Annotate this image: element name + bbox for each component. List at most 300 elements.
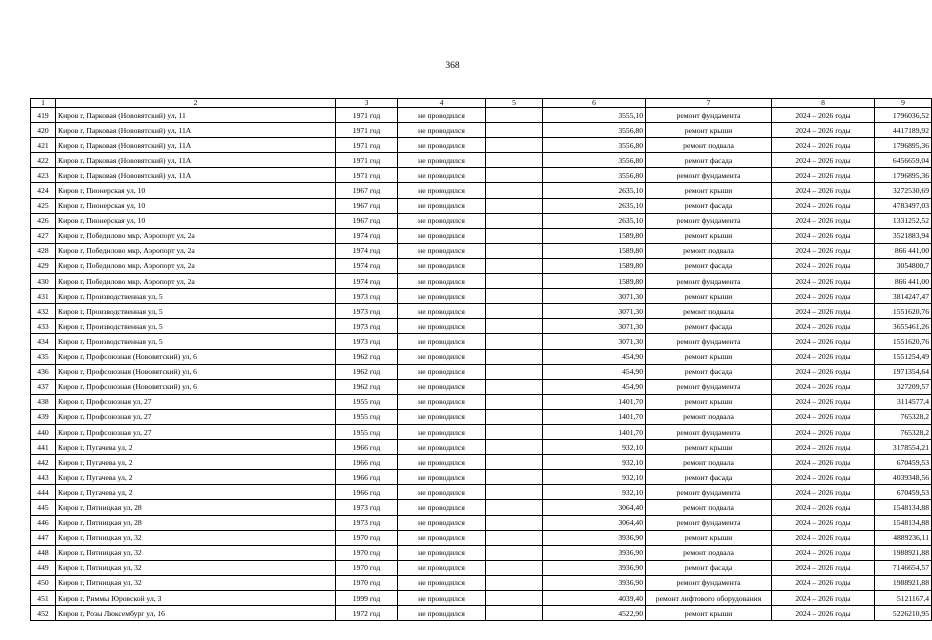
table-row [31,183,932,198]
cell-col-cost: 1796895,36 [875,168,932,183]
table-row [31,394,932,409]
cell-col-5 [486,575,543,590]
cell-col-period: 2024 – 2026 годы [772,591,875,606]
cell-col-area: 3556,80 [543,153,646,168]
cell-col-5 [486,530,543,545]
cell-col-last-repair: не проводился [398,138,486,153]
cell-col-work-type: ремонт фасада [646,364,772,379]
cell-col-last-repair: не проводился [398,123,486,138]
cell-col-period: 2024 – 2026 годы [772,258,875,273]
cell-col-number: 424 [31,183,56,198]
cell-col-area: 3936,90 [543,545,646,560]
cell-col-period: 2024 – 2026 годы [772,108,875,123]
cell-col-build-year: 1974 год [336,258,398,273]
cell-col-address: Киров г, Парковая (Нововятский) ул, 11А [56,168,336,183]
cell-col-build-year: 1966 год [336,485,398,500]
cell-col-5 [486,319,543,334]
cell-col-last-repair: не проводился [398,379,486,394]
cell-col-number: 448 [31,545,56,560]
cell-col-number: 433 [31,319,56,334]
cell-col-5 [486,243,543,258]
cell-col-area: 4039,40 [543,591,646,606]
table-row [31,123,932,138]
cell-col-cost: 3272530,69 [875,183,932,198]
table-row [31,409,932,424]
cell-col-number: 428 [31,243,56,258]
cell-col-work-type: ремонт подвала [646,409,772,424]
cell-col-address: Киров г, Профсоюзная ул, 27 [56,409,336,424]
cell-col-5 [486,213,543,228]
cell-col-cost: 765328,2 [875,424,932,439]
cell-col-number: 432 [31,304,56,319]
table-row [31,530,932,545]
table-row [31,591,932,606]
cell-col-last-repair: не проводился [398,591,486,606]
cell-col-build-year: 1966 год [336,470,398,485]
cell-col-last-repair: не проводился [398,424,486,439]
cell-col-last-repair: не проводился [398,530,486,545]
cell-col-address: Киров г, Пятницкая ул, 32 [56,560,336,575]
table-body [31,108,932,621]
cell-col-address: Киров г, Победилово мкр, Аэропорт ул, 2а [56,258,336,273]
cell-col-number: 447 [31,530,56,545]
cell-col-cost: 4889236,11 [875,530,932,545]
cell-col-period: 2024 – 2026 годы [772,213,875,228]
cell-col-last-repair: не проводился [398,168,486,183]
cell-col-last-repair: не проводился [398,500,486,515]
cell-col-last-repair: не проводился [398,440,486,455]
cell-col-number: 422 [31,153,56,168]
cell-col-number: 435 [31,349,56,364]
cell-col-build-year: 1972 год [336,606,398,621]
header-col-number: 1 [31,99,56,108]
cell-col-area: 932,10 [543,470,646,485]
cell-col-number: 430 [31,274,56,289]
cell-col-area: 1401,70 [543,424,646,439]
table-row [31,424,932,439]
cell-col-5 [486,424,543,439]
cell-col-work-type: ремонт крыши [646,394,772,409]
cell-col-number: 436 [31,364,56,379]
cell-col-build-year: 1999 год [336,591,398,606]
cell-col-work-type: ремонт крыши [646,123,772,138]
cell-col-address: Киров г, Пионерская ул, 10 [56,198,336,213]
cell-col-number: 440 [31,424,56,439]
cell-col-work-type: ремонт подвала [646,243,772,258]
cell-col-build-year: 1970 год [336,545,398,560]
table-row [31,545,932,560]
cell-col-5 [486,198,543,213]
cell-col-5 [486,274,543,289]
cell-col-5 [486,138,543,153]
cell-col-area: 2635,10 [543,183,646,198]
cell-col-last-repair: не проводился [398,334,486,349]
cell-col-area: 3936,90 [543,530,646,545]
cell-col-last-repair: не проводился [398,349,486,364]
table-row [31,304,932,319]
cell-col-last-repair: не проводился [398,304,486,319]
table-row [31,440,932,455]
cell-col-period: 2024 – 2026 годы [772,183,875,198]
table-row [31,349,932,364]
cell-col-area: 1589,80 [543,258,646,273]
cell-col-number: 439 [31,409,56,424]
cell-col-address: Киров г, Победилово мкр, Аэропорт ул, 2а [56,274,336,289]
cell-col-5 [486,108,543,123]
cell-col-cost: 1551620,76 [875,334,932,349]
cell-col-number: 427 [31,228,56,243]
repair-program-table [30,98,932,621]
cell-col-work-type: ремонт фундамента [646,108,772,123]
cell-col-cost: 3521883,94 [875,228,932,243]
cell-col-5 [486,470,543,485]
cell-col-build-year: 1967 год [336,198,398,213]
table-row [31,153,932,168]
cell-col-last-repair: не проводился [398,228,486,243]
cell-col-build-year: 1973 год [336,334,398,349]
cell-col-build-year: 1974 год [336,228,398,243]
cell-col-build-year: 1971 год [336,168,398,183]
header-col-last-repair: 4 [398,99,486,108]
cell-col-period: 2024 – 2026 годы [772,455,875,470]
cell-col-work-type: ремонт крыши [646,289,772,304]
cell-col-number: 450 [31,575,56,590]
cell-col-address: Киров г, Профсоюзная (Нововятский) ул, 6 [56,349,336,364]
table-row [31,455,932,470]
cell-col-area: 3064,40 [543,515,646,530]
cell-col-work-type: ремонт подвала [646,138,772,153]
cell-col-period: 2024 – 2026 годы [772,470,875,485]
cell-col-period: 2024 – 2026 годы [772,304,875,319]
cell-col-work-type: ремонт крыши [646,228,772,243]
cell-col-work-type: ремонт фасада [646,258,772,273]
cell-col-work-type: ремонт фундамента [646,379,772,394]
table-row [31,198,932,213]
cell-col-5 [486,560,543,575]
cell-col-period: 2024 – 2026 годы [772,228,875,243]
cell-col-period: 2024 – 2026 годы [772,409,875,424]
cell-col-last-repair: не проводился [398,575,486,590]
cell-col-5 [486,379,543,394]
cell-col-address: Киров г, Пятницкая ул, 32 [56,530,336,545]
cell-col-work-type: ремонт крыши [646,530,772,545]
cell-col-period: 2024 – 2026 годы [772,575,875,590]
cell-col-cost: 1551620,76 [875,304,932,319]
cell-col-build-year: 1971 год [336,108,398,123]
cell-col-address: Киров г, Профсоюзная (Нововятский) ул, 6 [56,379,336,394]
cell-col-build-year: 1971 год [336,123,398,138]
cell-col-build-year: 1971 год [336,153,398,168]
cell-col-5 [486,349,543,364]
cell-col-cost: 327209,57 [875,379,932,394]
header-col-period: 8 [772,99,875,108]
cell-col-build-year: 1955 год [336,394,398,409]
cell-col-area: 2635,10 [543,213,646,228]
cell-col-number: 442 [31,455,56,470]
header-col-area: 6 [543,99,646,108]
cell-col-period: 2024 – 2026 годы [772,485,875,500]
cell-col-period: 2024 – 2026 годы [772,198,875,213]
cell-col-work-type: ремонт крыши [646,606,772,621]
cell-col-last-repair: не проводился [398,560,486,575]
cell-col-last-repair: не проводился [398,485,486,500]
cell-col-work-type: ремонт фундамента [646,575,772,590]
cell-col-area: 3064,40 [543,500,646,515]
cell-col-address: Киров г, Пугачева ул, 2 [56,455,336,470]
table-row [31,168,932,183]
cell-col-cost: 1796036,52 [875,108,932,123]
cell-col-period: 2024 – 2026 годы [772,424,875,439]
cell-col-cost: 7146654,57 [875,560,932,575]
cell-col-period: 2024 – 2026 годы [772,138,875,153]
cell-col-cost: 3814247,47 [875,289,932,304]
cell-col-build-year: 1970 год [336,530,398,545]
cell-col-last-repair: не проводился [398,108,486,123]
cell-col-work-type: ремонт фундамента [646,274,772,289]
cell-col-period: 2024 – 2026 годы [772,349,875,364]
cell-col-work-type: ремонт фундамента [646,168,772,183]
cell-col-cost: 6456659,04 [875,153,932,168]
cell-col-area: 1589,80 [543,243,646,258]
cell-col-work-type: ремонт крыши [646,440,772,455]
cell-col-cost: 1988921,88 [875,545,932,560]
cell-col-cost: 5121167,4 [875,591,932,606]
cell-col-area: 3556,80 [543,168,646,183]
cell-col-build-year: 1971 год [336,138,398,153]
cell-col-period: 2024 – 2026 годы [772,515,875,530]
cell-col-last-repair: не проводился [398,364,486,379]
cell-col-area: 454,90 [543,364,646,379]
cell-col-address: Киров г, Производственная ул, 5 [56,304,336,319]
cell-col-5 [486,153,543,168]
table-row [31,470,932,485]
table-row [31,289,932,304]
table-row [31,575,932,590]
header-col-work-type: 7 [646,99,772,108]
cell-col-cost: 3054800,7 [875,258,932,273]
cell-col-5 [486,168,543,183]
cell-col-5 [486,455,543,470]
cell-col-period: 2024 – 2026 годы [772,334,875,349]
cell-col-build-year: 1973 год [336,319,398,334]
cell-col-last-repair: не проводился [398,319,486,334]
cell-col-area: 1589,80 [543,228,646,243]
table-row [31,515,932,530]
cell-col-5 [486,183,543,198]
cell-col-work-type: ремонт подвала [646,545,772,560]
cell-col-work-type: ремонт фасада [646,470,772,485]
cell-col-period: 2024 – 2026 годы [772,364,875,379]
table-row [31,108,932,123]
cell-col-number: 420 [31,123,56,138]
cell-col-area: 3556,80 [543,123,646,138]
cell-col-build-year: 1973 год [336,500,398,515]
cell-col-work-type: ремонт фундамента [646,485,772,500]
cell-col-5 [486,394,543,409]
cell-col-address: Киров г, Пугачева ул, 2 [56,470,336,485]
cell-col-address: Киров г, Производственная ул, 5 [56,334,336,349]
cell-col-number: 445 [31,500,56,515]
cell-col-5 [486,334,543,349]
cell-col-address: Киров г, Пятницкая ул, 28 [56,500,336,515]
header-col-5: 5 [486,99,543,108]
page-number: 368 [445,61,460,71]
cell-col-build-year: 1966 год [336,440,398,455]
cell-col-work-type: ремонт фасада [646,560,772,575]
cell-col-number: 443 [31,470,56,485]
cell-col-5 [486,289,543,304]
cell-col-period: 2024 – 2026 годы [772,243,875,258]
cell-col-address: Киров г, Пионерская ул, 10 [56,183,336,198]
table-row [31,319,932,334]
cell-col-work-type: ремонт фундамента [646,515,772,530]
cell-col-period: 2024 – 2026 годы [772,379,875,394]
cell-col-last-repair: не проводился [398,289,486,304]
cell-col-area: 3556,80 [543,138,646,153]
cell-col-work-type: ремонт фасада [646,198,772,213]
cell-col-cost: 1971354,64 [875,364,932,379]
cell-col-build-year: 1967 год [336,183,398,198]
cell-col-build-year: 1973 год [336,304,398,319]
table-row [31,228,932,243]
cell-col-number: 419 [31,108,56,123]
cell-col-address: Киров г, Пятницкая ул, 32 [56,545,336,560]
cell-col-5 [486,485,543,500]
cell-col-last-repair: не проводился [398,153,486,168]
cell-col-number: 431 [31,289,56,304]
cell-col-area: 4522,90 [543,606,646,621]
cell-col-work-type: ремонт подвала [646,304,772,319]
cell-col-build-year: 1973 год [336,515,398,530]
table-row [31,379,932,394]
cell-col-build-year: 1974 год [336,243,398,258]
cell-col-address: Киров г, Риммы Юровской ул, 3 [56,591,336,606]
cell-col-area: 3071,30 [543,304,646,319]
cell-col-work-type: ремонт фундамента [646,334,772,349]
cell-col-cost: 1548134,88 [875,500,932,515]
cell-col-cost: 4783497,03 [875,198,932,213]
cell-col-number: 425 [31,198,56,213]
cell-col-address: Киров г, Производственная ул, 5 [56,289,336,304]
cell-col-area: 932,10 [543,440,646,455]
cell-col-address: Киров г, Пионерская ул, 10 [56,213,336,228]
cell-col-5 [486,606,543,621]
cell-col-period: 2024 – 2026 годы [772,500,875,515]
cell-col-area: 3936,90 [543,560,646,575]
cell-col-address: Киров г, Парковая (Нововятский) ул, 11А [56,153,336,168]
cell-col-area: 1589,80 [543,274,646,289]
cell-col-number: 438 [31,394,56,409]
cell-col-address: Киров г, Пугачева ул, 2 [56,440,336,455]
cell-col-area: 454,90 [543,349,646,364]
cell-col-work-type: ремонт подвала [646,500,772,515]
cell-col-period: 2024 – 2026 годы [772,545,875,560]
cell-col-last-repair: не проводился [398,470,486,485]
cell-col-work-type: ремонт лифтового оборудования [646,591,772,606]
cell-col-cost: 3655461,26 [875,319,932,334]
cell-col-cost: 4417189,92 [875,123,932,138]
cell-col-work-type: ремонт крыши [646,183,772,198]
cell-col-period: 2024 – 2026 годы [772,319,875,334]
cell-col-cost: 3114577,4 [875,394,932,409]
table-row [31,258,932,273]
cell-col-work-type: ремонт фундамента [646,424,772,439]
cell-col-last-repair: не проводился [398,515,486,530]
cell-col-5 [486,545,543,560]
cell-col-cost: 4039348,56 [875,470,932,485]
cell-col-address: Киров г, Профсоюзная (Нововятский) ул, 6 [56,364,336,379]
cell-col-build-year: 1970 год [336,560,398,575]
cell-col-5 [486,258,543,273]
cell-col-last-repair: не проводился [398,274,486,289]
table-row [31,500,932,515]
cell-col-build-year: 1962 год [336,349,398,364]
cell-col-period: 2024 – 2026 годы [772,394,875,409]
cell-col-5 [486,409,543,424]
cell-col-last-repair: не проводился [398,213,486,228]
table-row [31,606,932,621]
cell-col-address: Киров г, Парковая (Нововятский) ул, 11 [56,108,336,123]
cell-col-address: Киров г, Производственная ул, 5 [56,319,336,334]
cell-col-address: Киров г, Пятницкая ул, 32 [56,575,336,590]
cell-col-cost: 866 441,00 [875,274,932,289]
cell-col-area: 3936,90 [543,575,646,590]
cell-col-work-type: ремонт фасада [646,319,772,334]
cell-col-cost: 1796895,36 [875,138,932,153]
cell-col-number: 421 [31,138,56,153]
cell-col-number: 444 [31,485,56,500]
table-row [31,364,932,379]
table-row [31,243,932,258]
cell-col-period: 2024 – 2026 годы [772,123,875,138]
cell-col-number: 429 [31,258,56,273]
cell-col-work-type: ремонт фасада [646,153,772,168]
cell-col-number: 452 [31,606,56,621]
cell-col-build-year: 1973 год [336,289,398,304]
cell-col-area: 3071,30 [543,319,646,334]
cell-col-cost: 5226210,95 [875,606,932,621]
cell-col-cost: 866 441,00 [875,243,932,258]
cell-col-area: 1401,70 [543,409,646,424]
cell-col-last-repair: не проводился [398,258,486,273]
cell-col-period: 2024 – 2026 годы [772,530,875,545]
cell-col-number: 423 [31,168,56,183]
cell-col-number: 437 [31,379,56,394]
cell-col-5 [486,123,543,138]
cell-col-cost: 1331252,52 [875,213,932,228]
cell-col-5 [486,515,543,530]
cell-col-last-repair: не проводился [398,243,486,258]
cell-col-area: 454,90 [543,379,646,394]
table-row [31,138,932,153]
cell-col-number: 446 [31,515,56,530]
cell-col-address: Киров г, Профсоюзная ул, 27 [56,394,336,409]
header-col-build-year: 3 [336,99,398,108]
cell-col-number: 441 [31,440,56,455]
cell-col-last-repair: не проводился [398,409,486,424]
table-row [31,334,932,349]
cell-col-period: 2024 – 2026 годы [772,606,875,621]
cell-col-period: 2024 – 2026 годы [772,153,875,168]
cell-col-period: 2024 – 2026 годы [772,168,875,183]
cell-col-5 [486,440,543,455]
table-row [31,560,932,575]
cell-col-period: 2024 – 2026 годы [772,289,875,304]
cell-col-cost: 765328,2 [875,409,932,424]
cell-col-cost: 1548134,88 [875,515,932,530]
cell-col-build-year: 1962 год [336,379,398,394]
cell-col-address: Киров г, Профсоюзная ул, 27 [56,424,336,439]
